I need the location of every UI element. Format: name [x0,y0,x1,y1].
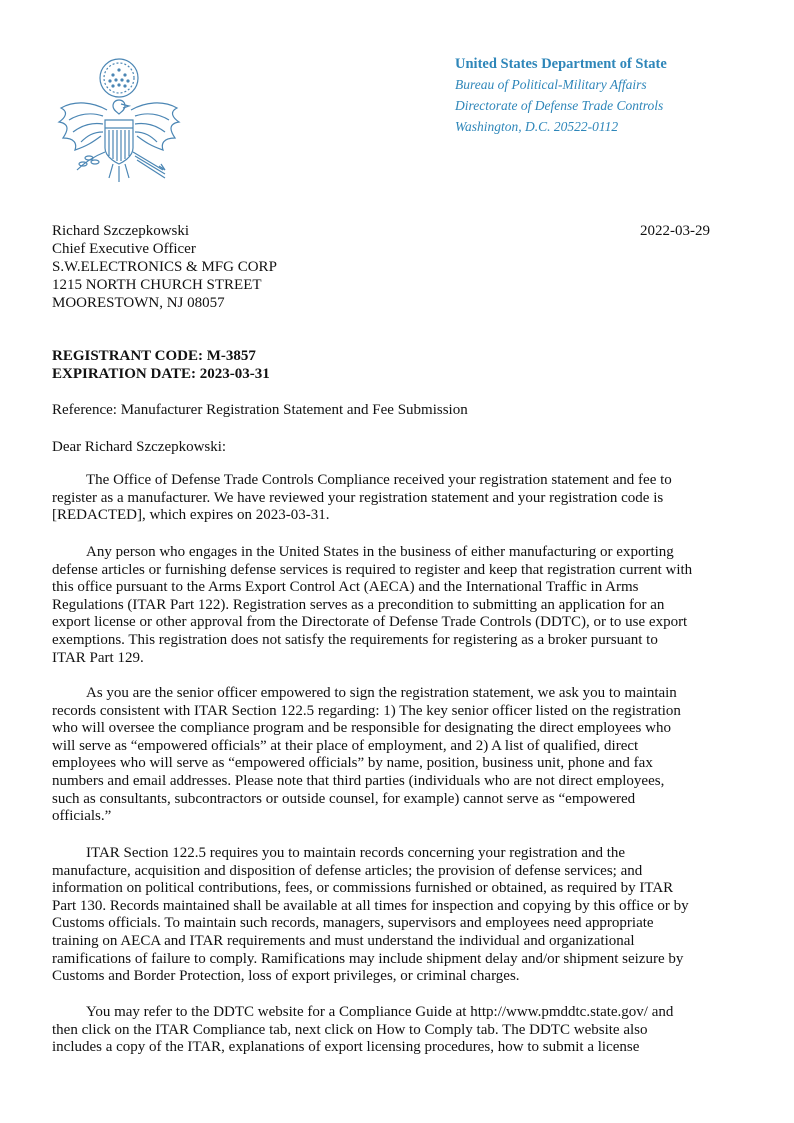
paragraph-line: Regulations (ITAR Part 122). Registration serves as a precondition to submitting an application for an [52,596,665,613]
department-seal-logo [55,52,183,188]
paragraph-line: who will oversee the compliance program and be responsible for designating the direct employees who [52,720,671,737]
paragraph-line: manufacture, acquisition and disposition of defense articles; the provision of defense services; and [52,862,643,879]
paragraph-line: officials.” [52,808,112,825]
paragraph-5 [52,1004,737,1057]
reference-line: Reference: Manufacturer Registration Statement and Fee Submission [52,402,468,418]
salutation: Dear Richard Szczepkowski: [52,439,227,455]
paragraph-line: includes a copy of the ITAR, explanations of export licensing procedures, how to submit a license [52,1039,640,1056]
paragraph-line: ITAR Part 129. [52,649,144,666]
letter-date: 2022-03-29 [640,223,710,239]
recipient-street: 1215 NORTH CHURCH STREET [52,277,262,293]
registration-block [52,347,270,383]
paragraph-line: register as a manufacturer. We have reviewed your registration statement and your registration code is [52,489,664,506]
paragraph-1 [52,472,737,525]
paragraph-line: defense articles or furnishing defense services is required to register and keep that registration current with [52,561,693,578]
paragraph-line: information on political contributions, fees, or commissions furnished or obtained, as required by ITAR [52,880,674,897]
recipient-company: S.W.ELECTRONICS & MFG CORP [52,259,277,275]
recipient-title: Chief Executive Officer [52,241,196,257]
paragraph-line: employees who will serve as “empowered officials” by name, position, business unit, phone and fax [52,755,653,772]
bureau-name: Bureau of Political-Military Affairs [455,77,647,92]
paragraph-line: You may refer to the DDTC website for a Compliance Guide at http://www.pmddtc.state.gov/ and [86,1004,674,1020]
recipient-address [52,222,277,312]
letterhead [455,55,785,137]
paragraph-line: then click on the ITAR Compliance tab, next click on How to Comply tab. The DDTC website also [52,1021,648,1038]
paragraph-line: ITAR Section 122.5 requires you to maintain records concerning your registration and the [86,845,626,861]
registrant-code: REGISTRANT CODE: M-3857 [52,348,256,364]
paragraph-line: numbers and email addresses. Please note that third parties (individuals who are not direct employees, [52,772,665,789]
paragraph-4 [52,845,737,986]
paragraph-line: such as consultants, subcontractors or outside counsel, for example) cannot serve as “empowered [52,790,636,807]
paragraph-line: records consistent with ITAR Section 122.5 regarding: 1) The key senior officer listed on the registration [52,702,681,719]
paragraph-line: this office pursuant to the Arms Export Control Act (AECA) and the International Traffic in Arms [52,579,639,596]
directorate-name: Directorate of Defense Trade Controls [455,98,664,113]
paragraph-line: Part 130. Records maintained shall be available at all times for inspection and copying by this office or by [52,897,689,914]
paragraph-line: will serve as “empowered officials” at their place of employment, and 2) A list of qualified, direct [52,737,639,754]
paragraph-line: [REDACTED], which expires on 2023-03-31. [52,507,330,524]
paragraph-line: Customs and Border Protection, loss of export privileges, or criminal charges. [52,968,520,985]
paragraph-line: export license or other approval from the Directorate of Defense Trade Controls (DDTC), or to use export [52,614,688,631]
paragraph-line: ramifications of failure to comply. Ramifications may include shipment delay and/or shipment seizure by [52,950,684,967]
recipient-name: Richard Szczepkowski [52,223,190,239]
expiration-date: EXPIRATION DATE: 2023-03-31 [52,366,270,382]
paragraph-line: Customs officials. To maintain such records, managers, supervisors and employees need appropriate [52,915,654,932]
paragraph-3 [52,685,737,826]
paragraph-line: exemptions. This registration does not satisfy the requirements for registering as a broker pursuant to [52,631,658,648]
letterhead-city: Washington, D.C. 20522-0112 [455,119,619,134]
recipient-city: MOORESTOWN, NJ 08057 [52,295,225,311]
paragraph-line: training on AECA and ITAR requirements and must understand the individual and organizational [52,932,635,949]
paragraph-line: Any person who engages in the United States in the business of either manufacturing or exporting [86,544,674,560]
paragraph-2 [52,544,737,667]
paragraph-line: As you are the senior officer empowered to sign the registration statement, we ask you to maintain [86,685,677,701]
paragraph-line: The Office of Defense Trade Controls Compliance received your registration statement and fee to [86,472,672,488]
department-name: United States Department of State [455,56,667,72]
